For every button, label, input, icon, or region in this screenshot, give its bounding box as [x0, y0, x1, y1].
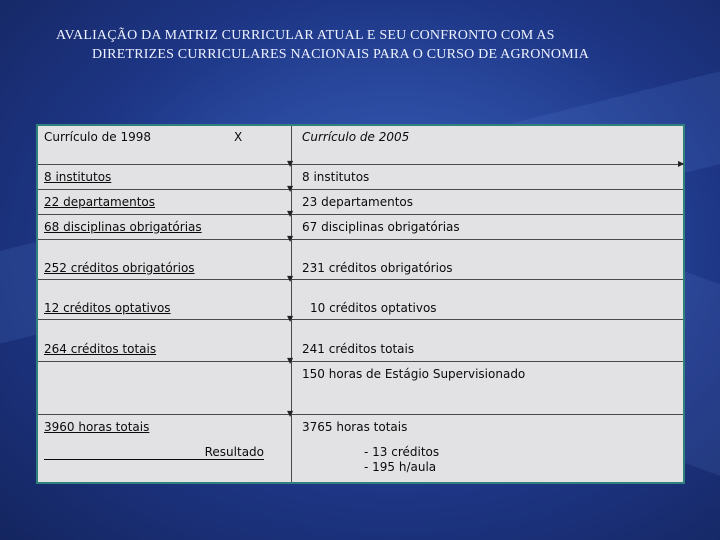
row-divider — [38, 164, 683, 165]
row-divider — [38, 214, 683, 215]
arrow-marker-icon: ▼ — [287, 209, 294, 218]
header-versus: X — [234, 130, 243, 144]
row-right: 8 institutos — [302, 170, 370, 184]
row-left: 8 institutos — [44, 170, 112, 184]
row-divider — [38, 361, 683, 362]
result-label: Resultado — [44, 445, 264, 460]
row-right: 10 créditos optativos — [310, 301, 437, 315]
arrow-marker-icon: ▼ — [287, 314, 294, 323]
arrow-marker-icon: ▼ — [287, 184, 294, 193]
arrow-marker-icon: ▼ — [287, 356, 294, 365]
row-left: 22 departamentos — [44, 195, 156, 209]
row-divider — [38, 414, 683, 415]
row-left: 3960 horas totais — [44, 420, 150, 434]
row-right: 241 créditos totais — [302, 342, 415, 356]
row-left: 252 créditos obrigatórios — [44, 261, 195, 275]
row-divider — [38, 279, 683, 280]
column-divider — [291, 126, 292, 482]
row-right: 231 créditos obrigatórios — [302, 261, 453, 275]
row-right: 67 disciplinas obrigatórias — [302, 220, 460, 234]
row-left: 68 disciplinas obrigatórias — [44, 220, 202, 234]
comparison-table — [36, 124, 685, 484]
slide-title — [56, 26, 676, 64]
arrow-marker-icon: ▼ — [287, 159, 294, 168]
row-right: 150 horas de Estágio Supervisionado — [302, 367, 526, 381]
row-left: 12 créditos optativos — [44, 301, 171, 315]
arrow-marker-icon: ▼ — [287, 409, 294, 418]
title-line-2: DIRETRIZES CURRICULARES NACIONAIS PARA O CURSO DE AGRONOMIA — [92, 47, 590, 62]
arrow-marker-icon: ▼ — [287, 274, 294, 283]
arrow-marker-icon: ▶ — [678, 159, 685, 168]
row-divider — [38, 239, 683, 240]
result-credits: - 13 créditos — [364, 445, 440, 459]
result-hours: - 195 h/aula — [364, 460, 437, 474]
header-left: Currículo de 1998 — [44, 130, 152, 144]
row-divider — [38, 319, 683, 320]
arrow-marker-icon: ▼ — [287, 234, 294, 243]
title-line-1: AVALIAÇÃO DA MATRIZ CURRICULAR ATUAL E SEU CONFRONTO COM AS — [56, 28, 555, 43]
header-right: Currículo de 2005 — [302, 130, 410, 144]
row-right: 3765 horas totais — [302, 420, 408, 434]
row-left: 264 créditos totais — [44, 342, 157, 356]
row-right: 23 departamentos — [302, 195, 414, 209]
row-divider — [38, 189, 683, 190]
